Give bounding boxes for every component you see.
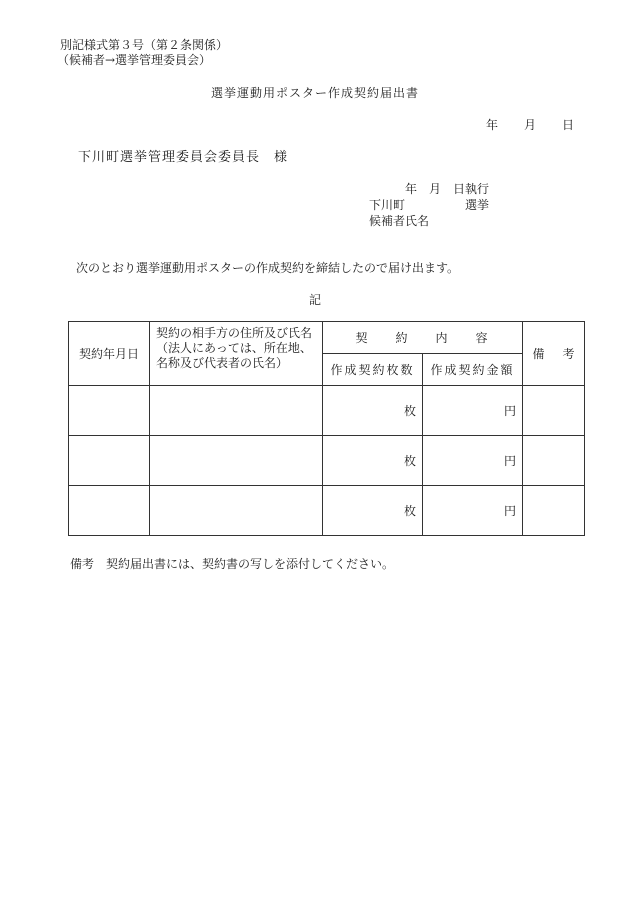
cell-amount[interactable] [423, 436, 523, 486]
header-remarks-char: 考 [562, 347, 575, 361]
header-party-line: 契約の相手方の住所及び氏名 [156, 326, 313, 340]
submission-route: （候補者→選挙管理委員会） [57, 53, 212, 67]
table-header-row [69, 322, 585, 354]
unit-amount: 円 [503, 504, 516, 518]
table-row [69, 436, 585, 486]
header-content-char: 内 [435, 331, 450, 345]
header-contract-party [150, 322, 323, 386]
header-remarks-char: 備 [532, 347, 545, 361]
date-year-label: 年 [486, 118, 499, 132]
header-amount: 作成契約金額 [423, 354, 523, 386]
ki-heading: 記 [308, 293, 321, 307]
cell-date[interactable] [69, 486, 150, 536]
cell-date[interactable] [69, 436, 150, 486]
header-content-char: 容 [475, 331, 490, 345]
date-day-label: 日 [562, 118, 575, 132]
remarks-note: 備考 契約届出書には、契約書の写しを添付してください。 [70, 557, 395, 571]
cell-amount[interactable] [423, 386, 523, 436]
cell-date[interactable] [69, 386, 150, 436]
header-content-char: 約 [395, 331, 410, 345]
cell-count[interactable] [323, 436, 423, 486]
contract-table [68, 321, 585, 536]
town-name: 下川町 [369, 198, 406, 212]
unit-amount: 円 [503, 454, 516, 468]
header-contract-date: 契約年月日 [69, 322, 150, 386]
table-row [69, 486, 585, 536]
unit-count: 枚 [403, 454, 416, 468]
table-row [69, 386, 585, 436]
header-content-char: 契 [355, 331, 370, 345]
header-party-line: 名称及び代表者の氏名） [156, 356, 289, 370]
cell-remarks[interactable] [523, 436, 585, 486]
cell-party[interactable] [150, 386, 323, 436]
header-remarks [523, 322, 585, 386]
election-label: 選挙 [465, 198, 490, 212]
cell-amount[interactable] [423, 486, 523, 536]
cell-party[interactable] [150, 486, 323, 536]
date-month-label: 月 [524, 118, 537, 132]
cell-party[interactable] [150, 436, 323, 486]
document-title: 選挙運動用ポスター作成契約届出書 [210, 86, 419, 100]
form-number: 別記様式第３号（第２条関係） [60, 38, 229, 52]
election-date-line: 年 月 日執行 [405, 182, 490, 196]
candidate-name-label: 候補者氏名 [369, 214, 430, 228]
election-name-line [369, 197, 489, 213]
unit-amount: 円 [503, 404, 516, 418]
unit-count: 枚 [403, 504, 416, 518]
unit-count: 枚 [403, 404, 416, 418]
cell-count[interactable] [323, 386, 423, 436]
submission-date-line [486, 117, 574, 133]
addressee: 下川町選挙管理委員会委員長 様 [78, 150, 289, 165]
cell-remarks[interactable] [523, 486, 585, 536]
body-text: 次のとおり選挙運動用ポスターの作成契約を締結したので届け出ます。 [76, 261, 460, 275]
header-party-line: （法人にあっては、所在地、 [156, 341, 312, 355]
cell-remarks[interactable] [523, 386, 585, 436]
header-contract-content [323, 322, 523, 354]
header-count: 作成契約枚数 [323, 354, 423, 386]
cell-count[interactable] [323, 486, 423, 536]
